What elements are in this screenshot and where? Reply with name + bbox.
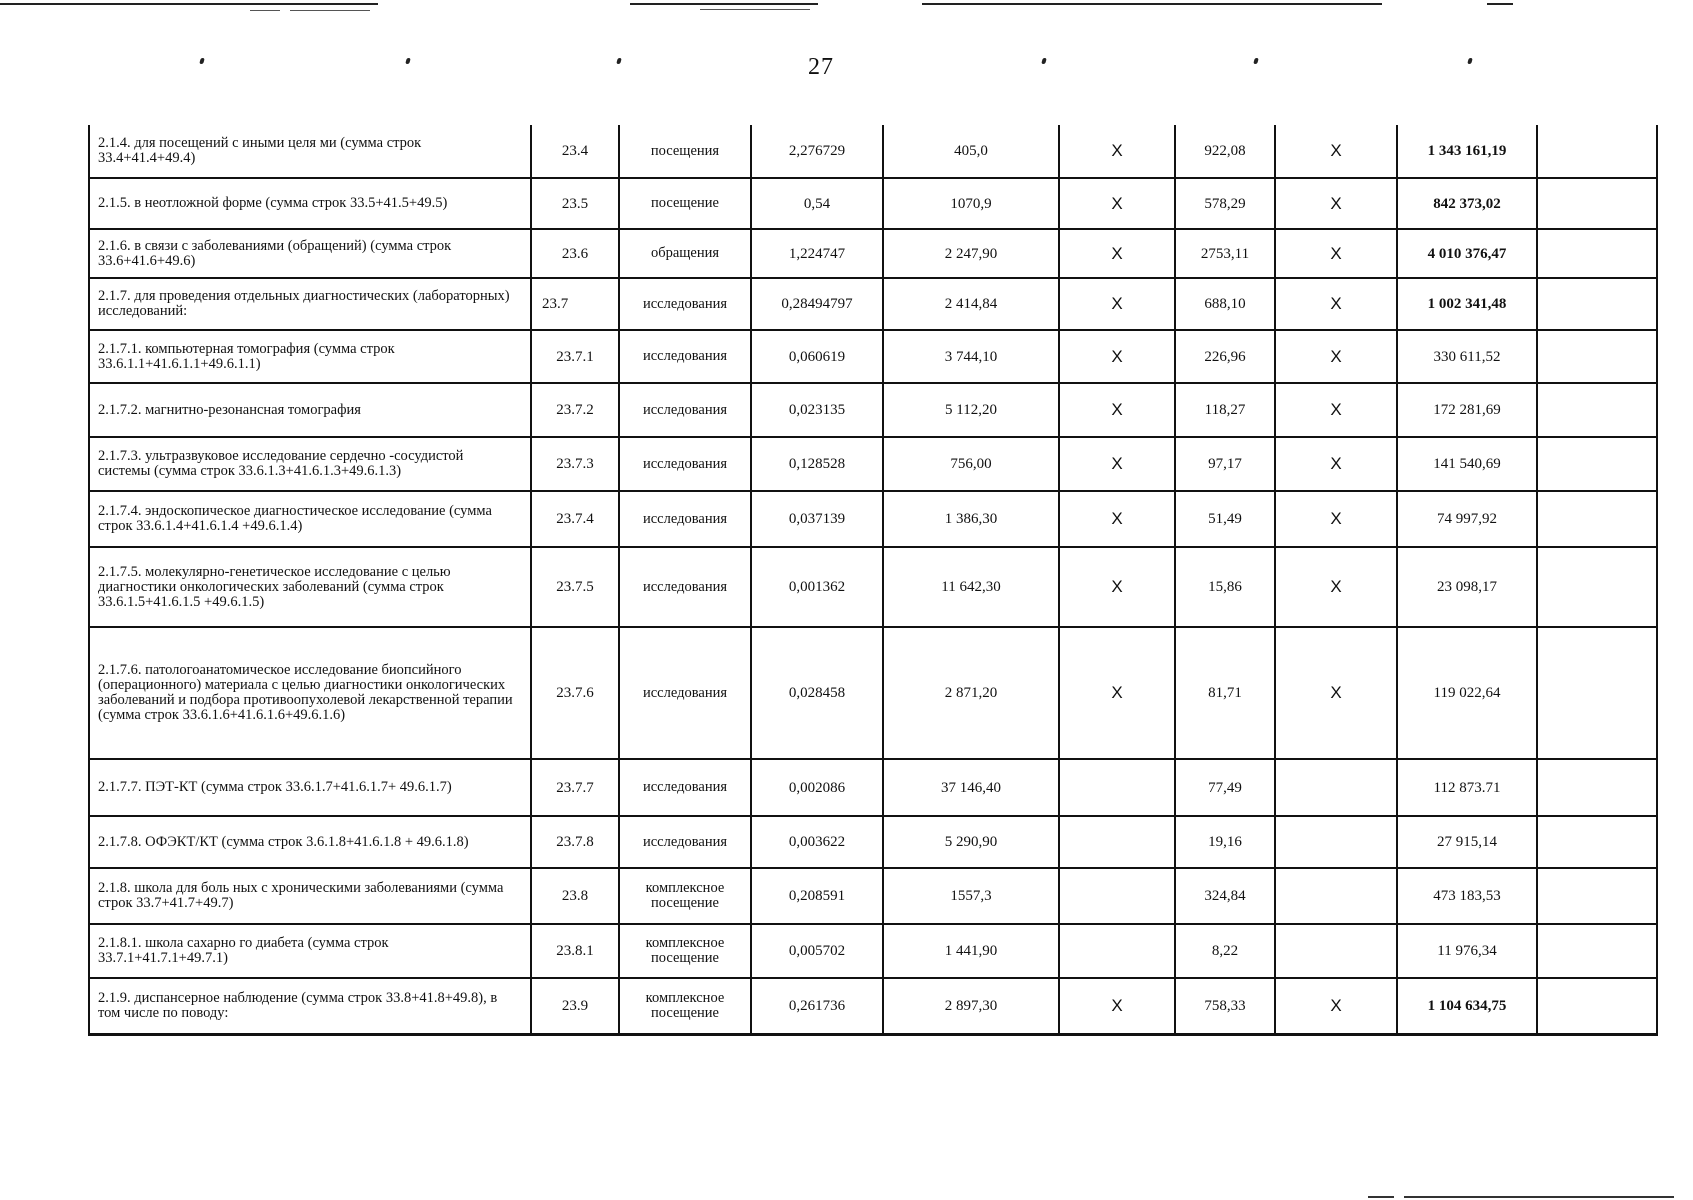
cell-unit: комплексное посещение xyxy=(619,978,751,1034)
table-row xyxy=(89,759,1657,816)
cell-per-capita: 19,16 xyxy=(1175,816,1275,868)
mark-dot xyxy=(1467,58,1473,64)
cell-blank xyxy=(1537,178,1657,229)
table-body xyxy=(89,125,1657,1034)
cell-mark: X xyxy=(1275,978,1397,1034)
cell-mark: X xyxy=(1275,229,1397,278)
cell-name: 2.1.7.7. ПЭТ-КТ (сумма строк 33.6.1.7+41.6.1.7+ 49.6.1.7) xyxy=(89,759,531,816)
cell-cost: 5 112,20 xyxy=(883,383,1059,437)
page-number: 27 xyxy=(808,54,834,80)
table-row xyxy=(89,125,1657,178)
mark-dot xyxy=(616,58,622,64)
cell-total: 842 373,02 xyxy=(1397,178,1537,229)
cell-norm: 0,003622 xyxy=(751,816,883,868)
cell-unit: исследования xyxy=(619,759,751,816)
table-row xyxy=(89,924,1657,978)
cell-norm: 1,224747 xyxy=(751,229,883,278)
cell-norm: 0,023135 xyxy=(751,383,883,437)
cell-unit: исследования xyxy=(619,437,751,491)
cell-blank xyxy=(1537,229,1657,278)
cell-blank xyxy=(1537,278,1657,330)
top-rule xyxy=(700,9,810,10)
cell-per-capita: 81,71 xyxy=(1175,627,1275,759)
cell-mark: X xyxy=(1059,125,1175,178)
cell-cost: 2 414,84 xyxy=(883,278,1059,330)
cell-mark: X xyxy=(1059,491,1175,547)
cell-mark: X xyxy=(1275,330,1397,383)
cell-unit: обращения xyxy=(619,229,751,278)
cell-cost: 1557,3 xyxy=(883,868,1059,924)
cell-name: 2.1.7.2. магнитно-резонансная томография xyxy=(89,383,531,437)
cell-per-capita: 226,96 xyxy=(1175,330,1275,383)
cell-mark: X xyxy=(1059,229,1175,278)
cell-code: 23.7.3 xyxy=(531,437,619,491)
cell-mark: X xyxy=(1275,437,1397,491)
cell-blank xyxy=(1537,627,1657,759)
cell-code: 23.7.1 xyxy=(531,330,619,383)
cell-total: 74 997,92 xyxy=(1397,491,1537,547)
cell-norm: 2,276729 xyxy=(751,125,883,178)
cell-mark: X xyxy=(1059,547,1175,627)
cell-total: 330 611,52 xyxy=(1397,330,1537,383)
cell-mark xyxy=(1275,868,1397,924)
cell-blank xyxy=(1537,868,1657,924)
cell-mark xyxy=(1275,816,1397,868)
cell-unit: комплексное посещение xyxy=(619,868,751,924)
cell-cost: 37 146,40 xyxy=(883,759,1059,816)
cell-mark: X xyxy=(1059,383,1175,437)
cell-norm: 0,060619 xyxy=(751,330,883,383)
cell-mark: X xyxy=(1059,437,1175,491)
table-row xyxy=(89,816,1657,868)
cell-unit: посещение xyxy=(619,178,751,229)
table-row xyxy=(89,278,1657,330)
cell-mark: X xyxy=(1059,978,1175,1034)
cell-total: 172 281,69 xyxy=(1397,383,1537,437)
cell-code: 23.8 xyxy=(531,868,619,924)
cell-per-capita: 688,10 xyxy=(1175,278,1275,330)
bottom-rule xyxy=(1404,1196,1674,1198)
cell-cost: 1 441,90 xyxy=(883,924,1059,978)
cell-code: 23.7.8 xyxy=(531,816,619,868)
top-rule xyxy=(1487,3,1513,5)
cell-mark: X xyxy=(1275,278,1397,330)
cell-per-capita: 97,17 xyxy=(1175,437,1275,491)
cell-mark xyxy=(1059,868,1175,924)
top-rule xyxy=(630,3,818,5)
cell-norm: 0,001362 xyxy=(751,547,883,627)
cell-name: 2.1.7.4. эндоскопическое диагностическое исследование (сумма строк 33.6.1.4+41.6.1.4 +49.6.1.4) xyxy=(89,491,531,547)
cell-norm: 0,028458 xyxy=(751,627,883,759)
cell-code: 23.5 xyxy=(531,178,619,229)
data-table xyxy=(88,125,1658,1036)
cell-total: 4 010 376,47 xyxy=(1397,229,1537,278)
cell-total: 473 183,53 xyxy=(1397,868,1537,924)
cell-total: 1 104 634,75 xyxy=(1397,978,1537,1034)
cell-per-capita: 118,27 xyxy=(1175,383,1275,437)
cell-blank xyxy=(1537,759,1657,816)
cell-norm: 0,54 xyxy=(751,178,883,229)
mark-dot xyxy=(1041,58,1047,64)
cell-mark: X xyxy=(1275,125,1397,178)
table-row xyxy=(89,547,1657,627)
cell-total: 141 540,69 xyxy=(1397,437,1537,491)
cell-blank xyxy=(1537,816,1657,868)
cell-code: 23.8.1 xyxy=(531,924,619,978)
cell-cost: 2 897,30 xyxy=(883,978,1059,1034)
mark-dot xyxy=(405,58,411,64)
cell-cost: 3 744,10 xyxy=(883,330,1059,383)
cell-blank xyxy=(1537,383,1657,437)
cell-norm: 0,261736 xyxy=(751,978,883,1034)
top-rule xyxy=(0,3,378,5)
cell-blank xyxy=(1537,437,1657,491)
cell-cost: 2 247,90 xyxy=(883,229,1059,278)
cell-per-capita: 324,84 xyxy=(1175,868,1275,924)
cell-unit: исследования xyxy=(619,278,751,330)
cell-name: 2.1.5. в неотложной форме (сумма строк 33.5+41.5+49.5) xyxy=(89,178,531,229)
table-row xyxy=(89,330,1657,383)
top-rule xyxy=(922,3,1382,5)
cell-name: 2.1.7.5. молекулярно-генетическое исследование с целью диагностики онкологических заболеваний (сумма строк 33.6.1.5+41.6.1.5 +49.6.1.5) xyxy=(89,547,531,627)
table-row xyxy=(89,437,1657,491)
cell-per-capita: 2753,11 xyxy=(1175,229,1275,278)
cell-code: 23.7.5 xyxy=(531,547,619,627)
cell-mark: X xyxy=(1275,178,1397,229)
cell-name: 2.1.7.8. ОФЭКТ/КТ (сумма строк 3.6.1.8+41.6.1.8 + 49.6.1.8) xyxy=(89,816,531,868)
cell-per-capita: 758,33 xyxy=(1175,978,1275,1034)
cell-name: 2.1.4. для посещений с иными целя ми (сумма строк 33.4+41.4+49.4) xyxy=(89,125,531,178)
table-row xyxy=(89,383,1657,437)
cell-code: 23.6 xyxy=(531,229,619,278)
mark-dot xyxy=(1253,58,1259,64)
cell-name: 2.1.7. для проведения отдельных диагностических (лабораторных) исследований: xyxy=(89,278,531,330)
cell-mark: X xyxy=(1275,491,1397,547)
cell-cost: 1 386,30 xyxy=(883,491,1059,547)
top-rule xyxy=(290,10,370,11)
cell-cost: 405,0 xyxy=(883,125,1059,178)
table-row xyxy=(89,491,1657,547)
cell-mark xyxy=(1059,759,1175,816)
cell-blank xyxy=(1537,924,1657,978)
cell-name: 2.1.7.6. патологоанатомическое исследование биопсийного (операционного) материала с целью диагностики онкологических заболеваний и подбора противоопухолевой лекарственной терапии (сумма строк 33.6.1.6+41.6.1.6+49.6.1.6) xyxy=(89,627,531,759)
cell-norm: 0,128528 xyxy=(751,437,883,491)
cell-cost: 756,00 xyxy=(883,437,1059,491)
bottom-rule xyxy=(1368,1196,1394,1198)
table-row xyxy=(89,868,1657,924)
cell-blank xyxy=(1537,330,1657,383)
cell-norm: 0,005702 xyxy=(751,924,883,978)
table-row xyxy=(89,178,1657,229)
cell-mark: X xyxy=(1275,547,1397,627)
cell-total: 1 343 161,19 xyxy=(1397,125,1537,178)
cell-total: 119 022,64 xyxy=(1397,627,1537,759)
cell-blank xyxy=(1537,547,1657,627)
cell-code: 23.9 xyxy=(531,978,619,1034)
cell-mark xyxy=(1275,924,1397,978)
cell-unit: исследования xyxy=(619,627,751,759)
cell-per-capita: 15,86 xyxy=(1175,547,1275,627)
cell-per-capita: 77,49 xyxy=(1175,759,1275,816)
cell-cost: 11 642,30 xyxy=(883,547,1059,627)
cell-per-capita: 578,29 xyxy=(1175,178,1275,229)
cell-cost: 5 290,90 xyxy=(883,816,1059,868)
cell-blank xyxy=(1537,125,1657,178)
table-row xyxy=(89,978,1657,1034)
cell-code: 23.7.4 xyxy=(531,491,619,547)
cell-unit: исследования xyxy=(619,547,751,627)
cell-mark xyxy=(1059,924,1175,978)
cell-mark: X xyxy=(1059,278,1175,330)
cell-norm: 0,002086 xyxy=(751,759,883,816)
cell-total: 27 915,14 xyxy=(1397,816,1537,868)
cell-mark: X xyxy=(1275,627,1397,759)
cell-code: 23.7.2 xyxy=(531,383,619,437)
cell-total: 112 873.71 xyxy=(1397,759,1537,816)
cell-name: 2.1.7.1. компьютерная томография (сумма строк 33.6.1.1+41.6.1.1+49.6.1.1) xyxy=(89,330,531,383)
mark-dot xyxy=(199,58,205,64)
cell-unit: посещения xyxy=(619,125,751,178)
cell-mark xyxy=(1275,759,1397,816)
cell-total: 23 098,17 xyxy=(1397,547,1537,627)
cell-code: 23.7.6 xyxy=(531,627,619,759)
cell-unit: исследования xyxy=(619,330,751,383)
cell-norm: 0,037139 xyxy=(751,491,883,547)
cell-norm: 0,208591 xyxy=(751,868,883,924)
cell-unit: исследования xyxy=(619,383,751,437)
cell-code: 23.7 xyxy=(531,278,619,330)
cell-cost: 1070,9 xyxy=(883,178,1059,229)
cell-total: 1 002 341,48 xyxy=(1397,278,1537,330)
cell-cost: 2 871,20 xyxy=(883,627,1059,759)
cell-mark: X xyxy=(1059,178,1175,229)
cell-name: 2.1.7.3. ультразвуковое исследование сердечно -сосудистой системы (сумма строк 33.6.1.3+41.6.1.3+49.6.1.3) xyxy=(89,437,531,491)
cell-mark: X xyxy=(1059,330,1175,383)
cell-blank xyxy=(1537,978,1657,1034)
table-row xyxy=(89,229,1657,278)
cell-name: 2.1.9. диспансерное наблюдение (сумма строк 33.8+41.8+49.8), в том числе по поводу: xyxy=(89,978,531,1034)
cell-code: 23.4 xyxy=(531,125,619,178)
cell-norm: 0,28494797 xyxy=(751,278,883,330)
top-rule xyxy=(250,10,280,11)
cell-mark xyxy=(1059,816,1175,868)
cell-mark: X xyxy=(1275,383,1397,437)
table-row xyxy=(89,627,1657,759)
cell-name: 2.1.6. в связи с заболеваниями (обращений) (сумма строк 33.6+41.6+49.6) xyxy=(89,229,531,278)
cell-unit: комплексное посещение xyxy=(619,924,751,978)
cell-unit: исследования xyxy=(619,491,751,547)
cell-name: 2.1.8.1. школа сахарно го диабета (сумма строк 33.7.1+41.7.1+49.7.1) xyxy=(89,924,531,978)
cell-unit: исследования xyxy=(619,816,751,868)
cell-code: 23.7.7 xyxy=(531,759,619,816)
cell-total: 11 976,34 xyxy=(1397,924,1537,978)
cell-per-capita: 922,08 xyxy=(1175,125,1275,178)
cell-blank xyxy=(1537,491,1657,547)
cell-mark: X xyxy=(1059,627,1175,759)
cell-per-capita: 51,49 xyxy=(1175,491,1275,547)
cell-per-capita: 8,22 xyxy=(1175,924,1275,978)
cell-name: 2.1.8. школа для боль ных с хроническими заболеваниями (сумма строк 33.7+41.7+49.7) xyxy=(89,868,531,924)
